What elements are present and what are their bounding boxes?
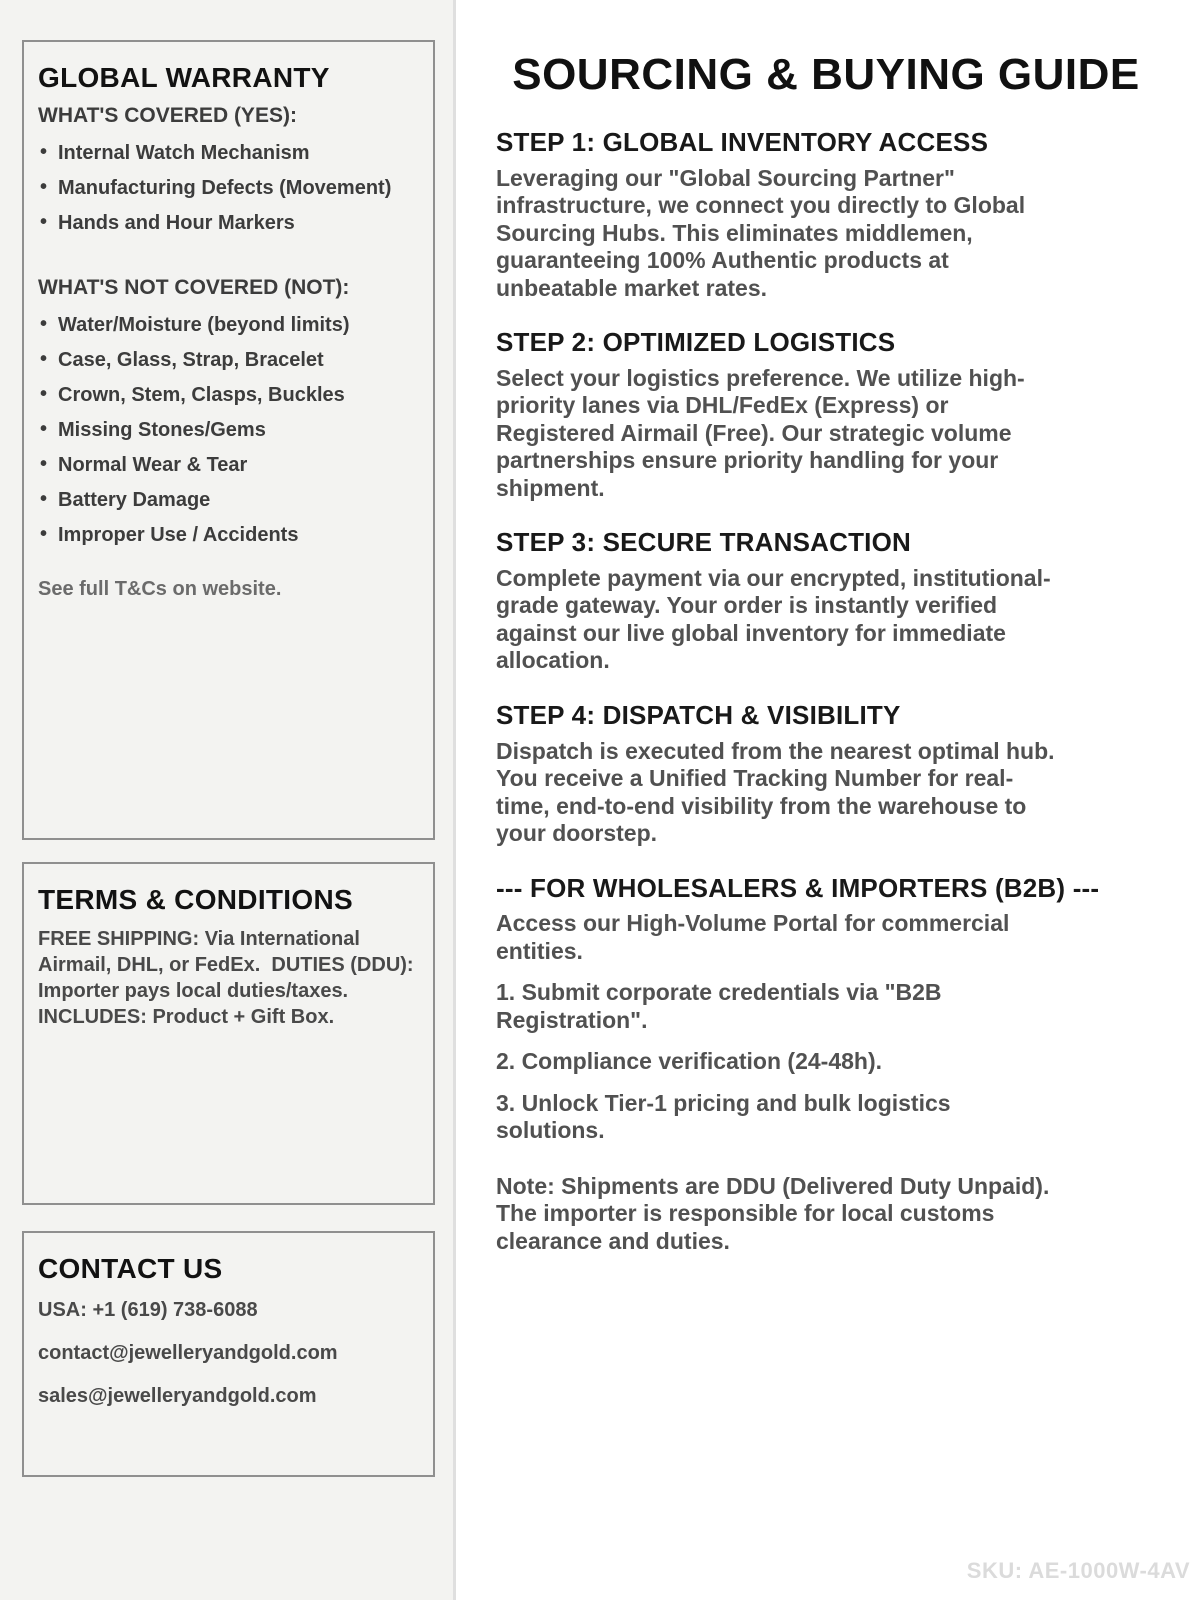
step-2-body: Select your logistics preference. We utilize high-priority lanes via DHL/FedEx (Express) or Registered Airmail (Free). Our strategic volume partnerships ensure priority handling for your shipment. [496,364,1025,501]
list-item: • Water/Moisture (beyond limits) [38,314,417,336]
b2b-intro: Access our High-Volume Portal for commercial entities. [496,910,1010,964]
terms-body: FREE SHIPPING: Via International Airmail, DHL, or FedEx. DUTIES (DDU): Importer pays local duties/taxes. INCLUDES: Product + Gift Box. [38,928,420,1028]
step-2-heading: STEP 2: OPTIMIZED LOGISTICS [496,327,896,358]
step-1-heading: STEP 1: GLOBAL INVENTORY ACCESS [496,127,989,158]
b2b-heading: --- FOR WHOLESALERS & IMPORTERS (B2B) --- [496,872,1100,903]
step-2-section [496,328,1156,502]
not-covered-list [38,314,417,546]
step-1-body: Leveraging our "Global Sourcing Partner" infrastructure, we connect you directly to Global Sourcing Hubs. This eliminates middlemen, guaranteeing 100% Authentic products at unbeatable market rates. [496,164,1026,301]
terms-title: TERMS & CONDITIONS [38,884,353,915]
b2b-step-2: 2. Compliance verification (24-48h). [496,1048,883,1075]
step-3-body: Complete payment via our encrypted, institutional-grade gateway. Your order is instantly verified against our live global inventory for immediate allocation. [496,564,1051,674]
list-item: • Internal Watch Mechanism [38,142,417,164]
step-4-heading: STEP 4: DISPATCH & VISIBILITY [496,699,901,730]
b2b-note: Note: Shipments are DDU (Delivered Duty Unpaid). The importer is responsible for local customs clearance and duties. [496,1172,1050,1254]
not-covered-heading: WHAT'S NOT COVERED (NOT): [38,276,350,299]
list-item: • Normal Wear & Tear [38,454,417,476]
step-3-section [496,528,1156,675]
covered-list [38,142,417,234]
b2b-step-3: 3. Unlock Tier-1 pricing and bulk logistics solutions. [496,1089,951,1144]
page-title: SOURCING & BUYING GUIDE [512,50,1140,99]
step-4-section [496,701,1156,848]
terms-conditions-box [22,862,435,1205]
sku-label: SKU: AE-1000W-4AV [966,1558,1190,1583]
contact-title: CONTACT US [38,1253,223,1284]
list-item: • Hands and Hour Markers [38,212,417,234]
main-content [456,0,1200,1600]
covered-heading: WHAT'S COVERED (YES): [38,104,297,127]
contact-us-box [22,1231,435,1477]
list-item: • Improper Use / Accidents [38,524,417,546]
global-warranty-box [22,40,435,840]
list-item: • Missing Stones/Gems [38,419,417,441]
warranty-footnote: See full T&Cs on website. [38,578,282,600]
list-item: • Manufacturing Defects (Movement) [38,177,417,199]
b2b-section [496,874,1156,1256]
step-4-body: Dispatch is executed from the nearest optimal hub. You receive a Unified Tracking Number for real-time, end-to-end visibility from the warehouse to your doorstep. [496,737,1055,847]
sidebar [0,0,456,1600]
list-item: • Crown, Stem, Clasps, Buckles [38,384,417,406]
contact-email: contact@jewelleryandgold.com [38,1342,338,1364]
step-1-section [496,128,1156,302]
contact-sales-email: sales@jewelleryandgold.com [38,1385,317,1407]
step-3-heading: STEP 3: SECURE TRANSACTION [496,527,911,558]
list-item: • Case, Glass, Strap, Bracelet [38,349,417,371]
b2b-step-1: 1. Submit corporate credentials via "B2B Registration". [496,979,942,1033]
list-item: • Battery Damage [38,489,417,511]
warranty-title: GLOBAL WARRANTY [38,62,330,93]
contact-phone: USA: +1 (619) 738-6088 [38,1299,258,1321]
